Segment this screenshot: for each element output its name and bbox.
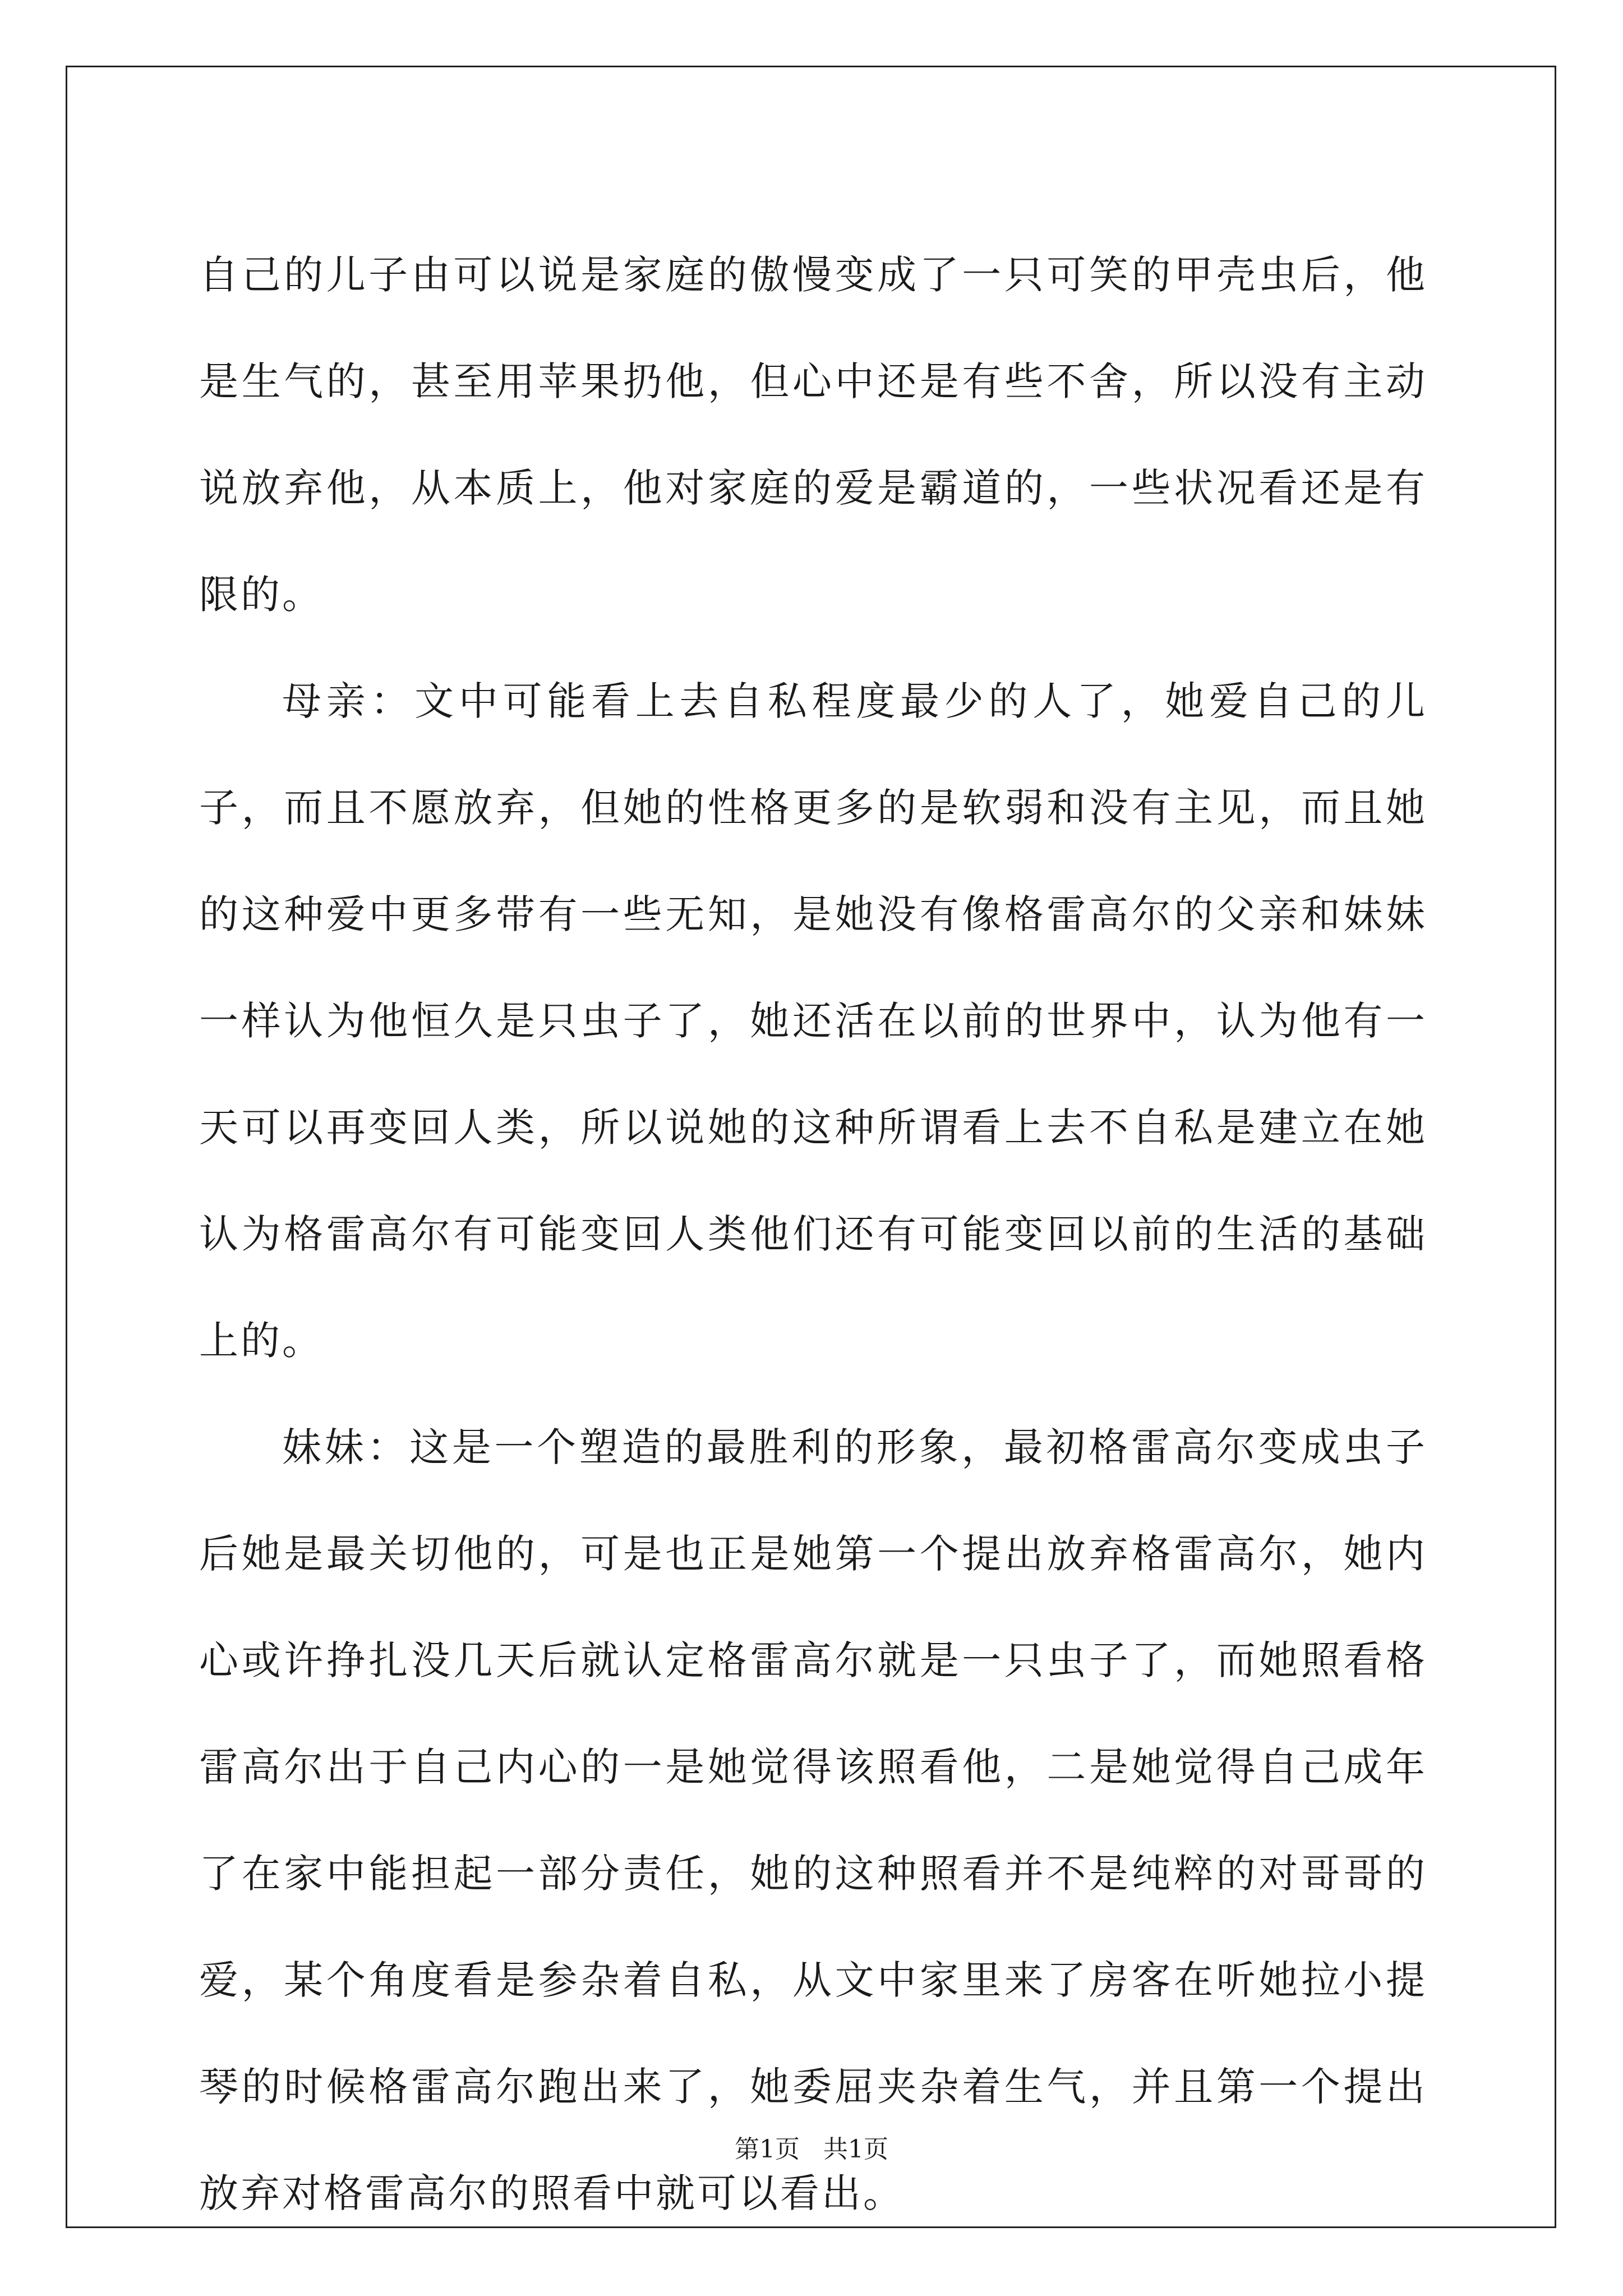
paragraph-mother: 母亲：文中可能看上去自私程度最少的人了，她爱自己的儿子，而且不愿放弃，但她的性格更多的是软弱和没有主见，而且她的这种爱中更多带有一些无知，是她没有像格雷高尔的父亲和妹妹一样认为他恒久是只虫子了，她还活在以前的世界中，认为他有一天可以再变回人类，所以说她的这种所谓看上去不自私是建立在她认为格雷高尔有可能变回人类他们还有可能变回以前的生活的基础上的。 (199, 678, 1427, 1364)
page-number-footer: 第1页 共1页 (735, 2135, 888, 2164)
paragraph-sister: 妹妹：这是一个塑造的最胜利的形象，最初格雷高尔变成虫子后她是最关切他的，可是也正是她第一个提出放弃格雷高尔，她内心或许挣扎没几天后就认定格雷高尔就是一只虫子了，而她照看格雷高尔出于自己内心的一是她觉得该照看他，二是她觉得自己成年了在家中能担起一部分责任，她的这种照看并不是纯粹的对哥哥的爱，某个角度看是参杂着自私，从文中家里来了房客在听她拉小提琴的时候格雷高尔跑出来了，她委屈夹杂着生气，并且第一个提出放弃对格雷高尔的照看中就可以看出。 (199, 1424, 1427, 2216)
document-body (199, 222, 1427, 2247)
paragraph-father-continued: 自己的儿子由可以说是家庭的傲慢变成了一只可笑的甲壳虫后，他是生气的，甚至用苹果扔他，但心中还是有些不舍，所以没有主动说放弃他，从本质上，他对家庭的爱是霸道的，一些状况看还是有限的。 (199, 252, 1427, 618)
